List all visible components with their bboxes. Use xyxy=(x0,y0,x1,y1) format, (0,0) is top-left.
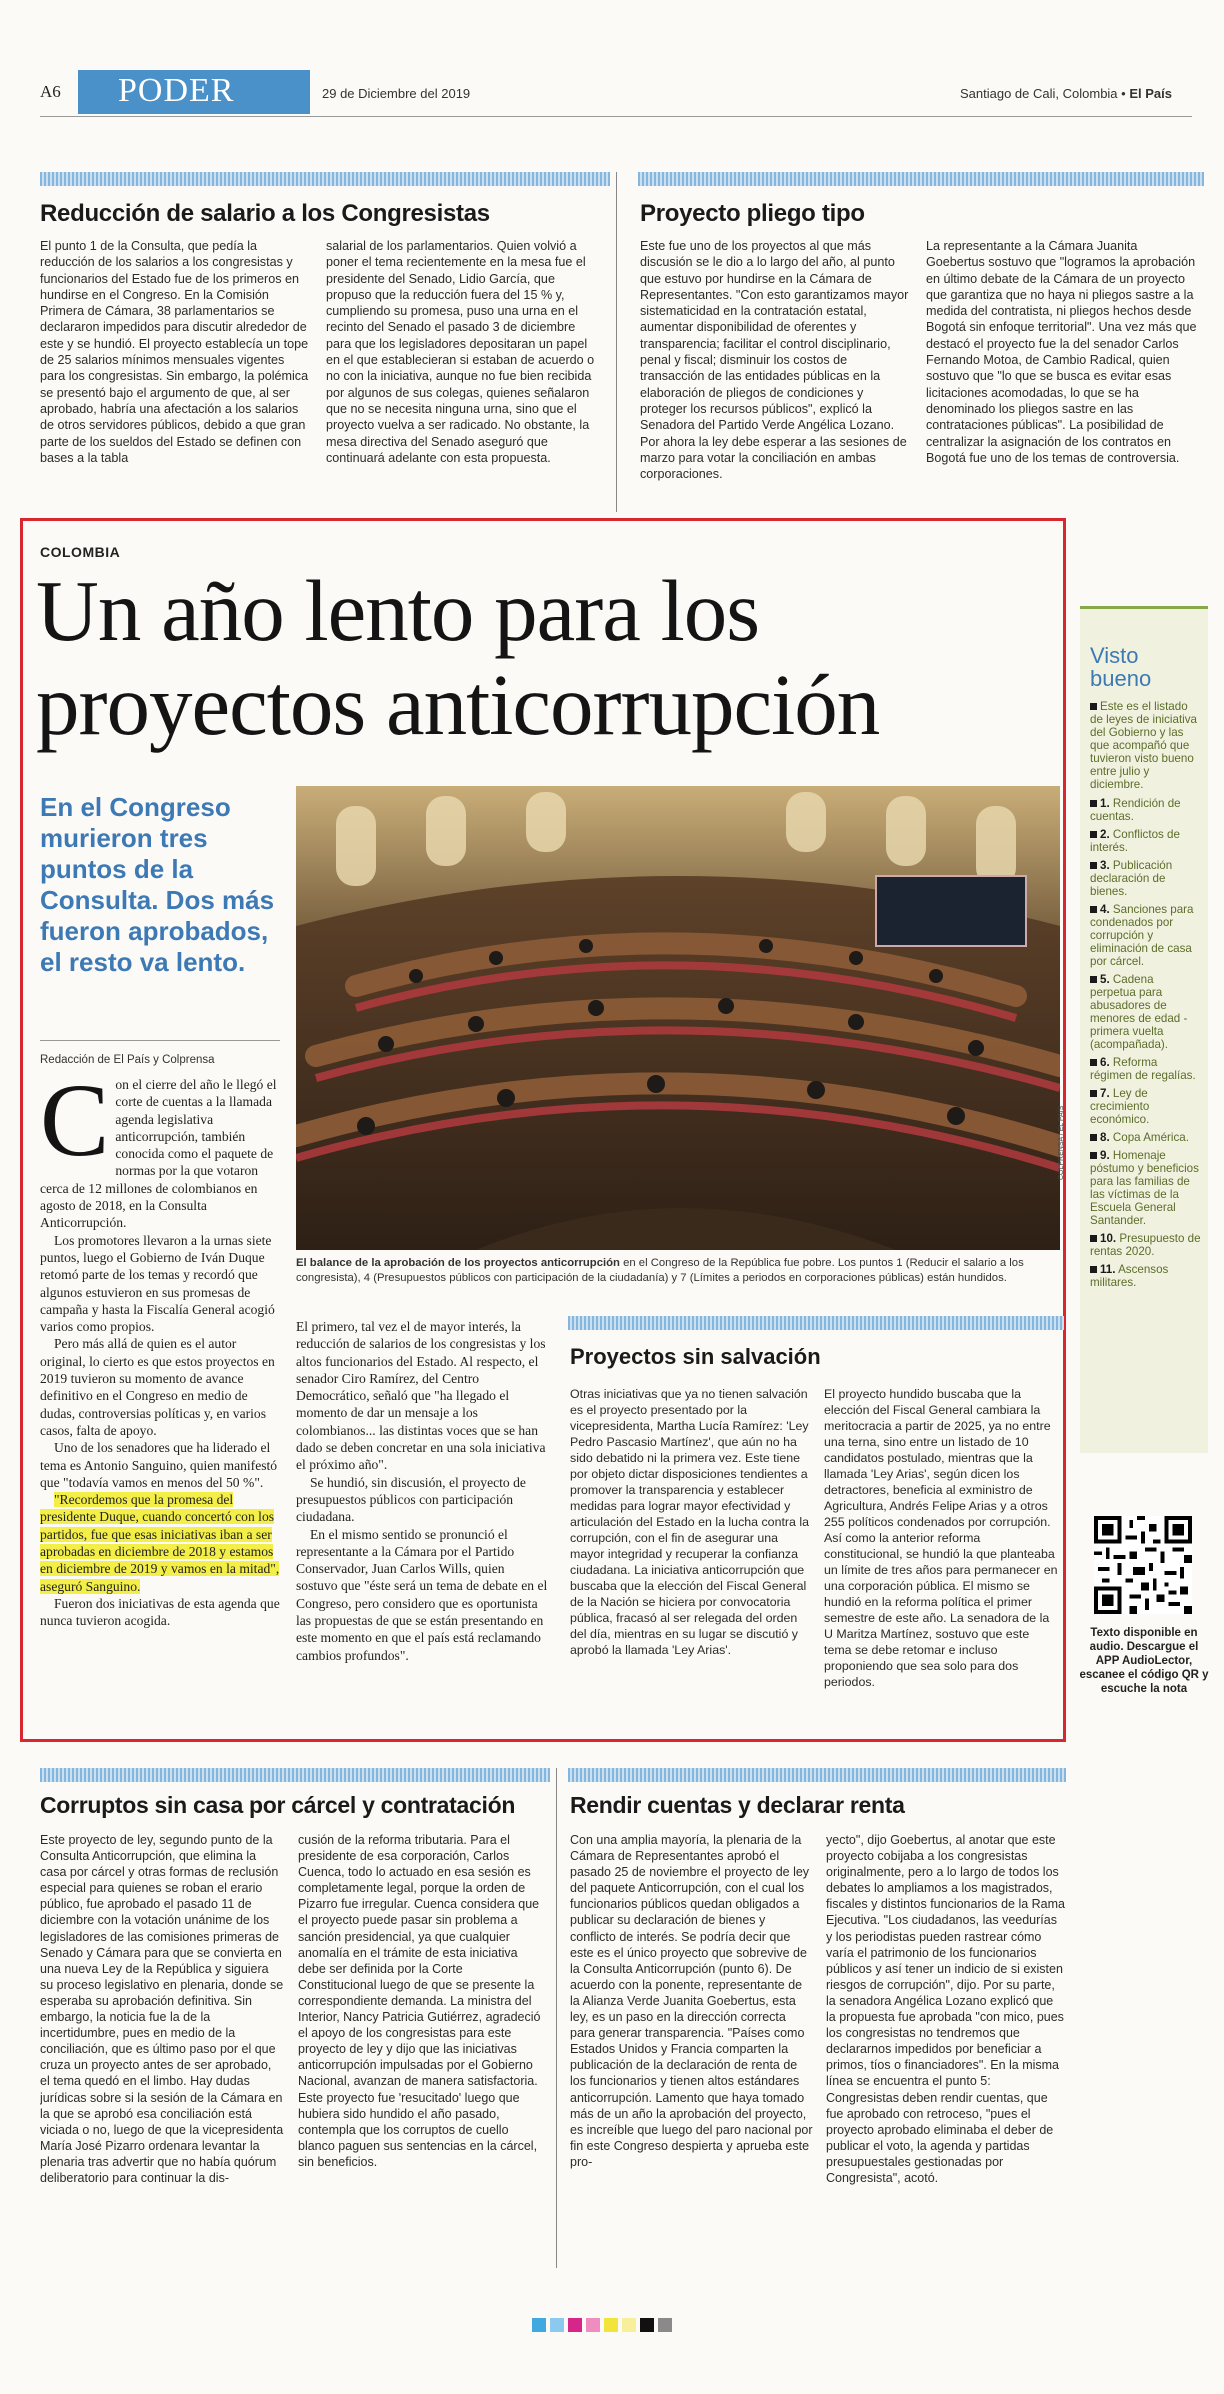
sidebar-item-number: 10. xyxy=(1100,1232,1117,1245)
rendir-title: Rendir cuentas y declarar renta xyxy=(570,1792,905,1818)
paragraph-6: Fueron dos iniciativas de esta agenda que nunca tuvieron acogida. xyxy=(40,1595,280,1629)
headline-line-2: proyectos anticorrupción xyxy=(36,656,880,753)
top-divider xyxy=(616,172,617,512)
pliego-col1: Este fue uno de los proyectos al que más discusión se le dio a lo largo del año, al punto que estuvo por hundirse en la Cámara de Representantes. "Con esto garantizamos mayor sistematicidad en la contratación estatal, aumentar disponibilidad de oferentes y transparencia; facilitar el control disciplinario, penal y fiscal; disminuir los costos de transacción de las entidades públicas en la elaboración de pliegos de condiciones y proteger los recursos públicos", explicó la Senadora del Partido Verde Angélica Lozano. Por ahora la ley debe esperar a las sesiones de marzo para votar la conciliación en ambas corporaciones. xyxy=(640,239,909,482)
photo-credit: COLPRENSA / EL PAÍS xyxy=(1058,1105,1065,1180)
body-col2 xyxy=(296,1318,548,1664)
sidebar-item-number: 9. xyxy=(1100,1149,1110,1162)
sidebar-item xyxy=(1090,1149,1202,1227)
sidebar-item-number: 8. xyxy=(1100,1131,1110,1144)
sidebar-intro: Este es el listado de leyes de iniciativa del Gobierno y las que acompañó que tuvieron visto bueno entre julio y diciembre. xyxy=(1090,700,1197,791)
color-swatch xyxy=(568,2318,582,2332)
sidebar-item-text: Presupuesto de rentas 2020. xyxy=(1090,1232,1201,1258)
sidebar-item-number: 7. xyxy=(1100,1087,1110,1100)
sidebar-item-number: 11. xyxy=(1100,1263,1116,1276)
corruptos-bar xyxy=(40,1768,550,1782)
issue-date: 29 de Diciembre del 2019 xyxy=(322,86,471,101)
salario-col1: El punto 1 de la Consulta, que pedía la reducción de los salarios a los congresistas y funcionarios del Estado fue de los primeros en hundirse en el Congreso. En la Comisión Primera de Cámara, 38 parlamentarios se declararon impedidos para discutir alrededor de este y se hundió. El proyecto establecía un tope de 25 salarios mínimos mensuales vigentes para los congresistas. Sin embargo, la polémica se presentó bajo el argumento de que, al ser aprobado, habría una afectación a los salarios de otros servidores públicos, debido a que gran parte de los sueldos del Estado se definen con bases a la tabla xyxy=(40,239,309,465)
quote-paragraph xyxy=(40,1491,280,1595)
sin-salvacion-title: Proyectos sin salvación xyxy=(570,1344,821,1369)
paragraph-2: Los promotores llevaron a la urnas siete puntos, luego el Gobierno de Iván Duque retomó parte de los temas y recordó que algunos estuvieron en sus promesas de campaña y hasta la Fiscalía General acogió varios como propios. xyxy=(40,1232,275,1335)
sin-salvacion-col1: Otras iniciativas que ya no tienen salvación es el proyecto presentado por la vicepresidenta, Martha Lucía Ramírez: 'Ley Pedro Pascasio Martínez', que aún no ha sido debatido ni la primera vez. Este tiene por objeto dictar disposiciones tendientes a promover la transparencia y establecer medidas para lograr mayor efectividad y articulación del Estado en la lucha contra la corrupción, con el fin de asegurar una mayor integridad y recuperar la confianza ciudadana. La iniciativa anticorrupción que buscaba que la elección del Fiscal General de la Nación se hiciera por convocatoria pública, fracasó al ser relegada del orden del día, mientras en su lugar se discutió y aprobó la llamada 'Ley Arias'. xyxy=(570,1387,810,1657)
sidebar-item xyxy=(1090,1056,1202,1082)
qr-icon xyxy=(1094,1516,1192,1614)
publication-name: El País xyxy=(1129,86,1172,101)
separator-dot: • xyxy=(1121,86,1130,101)
sin-salvacion-bar xyxy=(568,1316,1064,1330)
color-swatch xyxy=(586,2318,600,2332)
sidebar-item-text: Reforma régimen de regalías. xyxy=(1090,1056,1196,1082)
sidebar-item-text: Cadena perpetua para abusadores de menores de edad - primera vuelta (acompañada). xyxy=(1090,973,1188,1051)
salario-title: Reducción de salario a los Congresistas xyxy=(40,200,490,227)
sidebar-item xyxy=(1090,1263,1202,1289)
sidebar-item-text: Ascensos militares. xyxy=(1090,1263,1169,1289)
color-swatch xyxy=(604,2318,618,2332)
sidebar-item xyxy=(1090,1087,1202,1126)
qr-code[interactable] xyxy=(1094,1516,1192,1614)
sidebar-item-number: 1. xyxy=(1100,797,1110,810)
salario-bar xyxy=(40,172,610,186)
location: Santiago de Cali, Colombia xyxy=(960,86,1118,101)
photo-caption xyxy=(296,1256,1060,1285)
sidebar-item-text: Ley de crecimiento económico. xyxy=(1090,1087,1150,1126)
page-number: A6 xyxy=(40,82,61,101)
col2-paragraph-1: El primero, tal vez el de mayor interés, la reducción de salarios de los congresistas y los altos funcionarios del Estado. Al respecto, el senador Ciro Ramírez, del Centro Democrático, señaló que "ha llegado el momento de dar un mensaje a los colombianos... las distintas voces que se han dado se deben concretar en una sola iniciativa el próximo año". xyxy=(296,1319,546,1473)
corruptos-title: Corruptos sin casa por cárcel y contratación xyxy=(40,1792,516,1818)
headline-line-1: Un año lento para los xyxy=(36,562,760,659)
dateline xyxy=(960,86,1172,101)
bottom-divider xyxy=(556,1768,557,2268)
color-registration-bar xyxy=(532,2318,672,2334)
sidebar-item xyxy=(1090,859,1202,898)
qr-caption: Texto disponible en audio. Descargue el APP AudioLector, escanee el código QR y escuche la nota xyxy=(1079,1627,1209,1695)
color-swatch xyxy=(640,2318,654,2332)
header-rule xyxy=(40,116,1192,117)
corruptos-col1: Este proyecto de ley, segundo punto de la Consulta Anticorrupción, que elimina la casa por cárcel y otras formas de reclusión especial para quienes se roban el erario público, fue aprobado el pasado 11 de diciembre con la votación unánime de los legisladores de las comisiones primeras de Senado y Cámara para que se convierta en una nueva Ley de la República y siguiera su proceso legislativo en plenaria, donde se esperaba su aprobación definitiva. Sin embargo, la noticia fue la de la incertidumbre, pues en medio de la conciliación, que es último paso por el que cruza un proyecto antes de ser aprobado, el tema quedó en el limbo. Hay dudas jurídicas sobre si la sesión de la Cámara en la que se aprobó esa conciliación está viciada o no, luego de que la vicepresidenta María José Pizarro ordenara levantar la plenaria tras advertir que no había quórum deliberatorio para continuar la dis- xyxy=(40,1833,284,2185)
color-swatch xyxy=(658,2318,672,2332)
sidebar-item-number: 5. xyxy=(1100,973,1110,986)
deck: En el Congreso murieron tres puntos de la Consulta. Dos más fueron aprobados, el resto va lento. xyxy=(40,792,275,977)
color-swatch xyxy=(532,2318,546,2332)
pliego-title: Proyecto pliego tipo xyxy=(640,200,865,227)
salario-col2: salarial de los parlamentarios. Quien volvió a poner el tema recientemente en la mesa fue el presidente del Senado, Lidio García, que propuso que la reducción fuera del 15 % y, cumpliendo su promesa, puso una urna en el recinto del Senado el pasado 3 de diciembre para que los legisladores depositaran un papel en el que establecieran si estaban de acuerdo o no con la iniciativa, aunque no fue bien recibida por algunos de sus colegas, quienes señalaron que no se necesita ninguna urna, sino que el proyecto vuelva a ser radicado. No obstante, la mesa directiva del Senado aseguró que continuará adelante con esta propuesta. xyxy=(326,239,595,465)
sidebar-item-text: Conflictos de interés. xyxy=(1090,828,1180,854)
sidebar-item-text: Sanciones para condenados por corrupción y eliminación de casa por cárcel. xyxy=(1090,903,1194,968)
intro-paragraph: on el cierre del año le llegó el corte de cuentas a la llamada agenda legislativa anticorrupción, también conocida como el paquete de normas por la que votaron cerca de 12 millones de colombianos en agosto de 2018, en la Consulta Anticorrupción. xyxy=(40,1077,277,1231)
kicker: COLOMBIA xyxy=(40,544,121,560)
dropcap: C xyxy=(40,1076,110,1178)
sidebar-item xyxy=(1090,903,1202,968)
rendir-col2: yecto", dijo Goebertus, al anotar que este proyecto cobijaba a los congresistas originalmente, pero a lo largo de todos los debates lo ampliamos a los magistrados, fiscales y distintos funcionarios de la Rama Ejecutiva. "Los ciudadanos, las veedurías y los periodistas pueden rastrear cómo varía el patrimonio de los funcionarios públicos y así tener un indicio de si existen riesgos de corrupción", dijo. Por su parte, la senadora Angélica Lozano explicó que la propuesta fue aprobada "con mico, pues los congresistas no tendremos que declararnos impedidos por beneficiar a primos, tíos o financiadores". En la misma línea se encuentra el punto 5: Congresistas deben rendir cuentas, que fue aprobado con retroceso, "pues el proyecto aprobado eliminaba el deber de publicar el voto, la agenda y partidas presupuestales gestionadas por Congresista", acotó. xyxy=(826,1833,1066,2185)
sidebar-item-text: Copa América. xyxy=(1112,1131,1189,1144)
congress-photo xyxy=(296,786,1060,1250)
sidebar-item xyxy=(1090,1232,1202,1258)
rendir-bar xyxy=(568,1768,1066,1782)
deck-rule xyxy=(40,1040,280,1041)
paragraph-3: Pero más allá de quien es el autor original, lo cierto es que estos proyectos en 2019 tuvieron su momento de avance definitivo en el Congreso en medio de dudas, controversias políticas y, en varios casos, falta de apoyo. xyxy=(40,1336,275,1438)
caption-bold: El balance de la aprobación de los proyectos anticorrupción xyxy=(296,1257,620,1269)
sidebar-item-number: 2. xyxy=(1100,828,1110,841)
pliego-col2: La representante a la Cámara Juanita Goebertus sostuvo que "logramos la aprobación en último debate de la Cámara de un proyecto que garantiza que no haya ni pliegos sastre a la medida del contratista, ni pliegos hechos desde Bogotá sin enfoque territorial". Una vez más que destacó el proyecto fue la del senador Carlos Fernando Motoa, de Cambio Radical, quien sostuvo que "lo que se busca es evitar esas licitaciones acomodadas, lo que se ha denominado los pliegos sastre en las contrataciones públicas". La posibilidad de centralizar la asignación de los contratos en Bogotá fue uno de los temas de controversia. xyxy=(926,239,1197,465)
sidebar-item-text: Rendición de cuentas. xyxy=(1090,797,1181,823)
sidebar-title: Visto bueno xyxy=(1090,643,1152,691)
pliego-bar xyxy=(638,172,1204,186)
paragraph-4: Uno de los senadores que ha liderado el tema es Antonio Sanguino, quien manifestó que "todavía vamos en menos del 50 %". xyxy=(40,1440,278,1490)
rendir-col1: Con una amplia mayoría, la plenaria de la Cámara de Representantes aprobó el pasado 25 de noviembre el proyecto de ley del paquete Anticorrupción, con el cual los funcionarios públicos quedan obligados a publicar su declaración de bienes y conflicto de interés. Se podría decir que este es el único proyecto que sobrevive de la Consulta Anticorrupción (punto 6). De acuerdo con la ponente, representante de la Alianza Verde Juanita Goebertus, esta ley, es un paso en la dirección correcta para generar transparencia. "Países como Estados Unidos y Francia comparten la publicación de la declaración de renta de los funcionarios y tienen altos estándares anticorrupción. Lamento que haya tomado más de un año la aprobación del proyecto, es increíble que luego del paro nacional por fin este Congreso despierta y aprueba este pro- xyxy=(570,1833,813,2169)
sidebar-item xyxy=(1090,973,1202,1051)
byline: Redacción de El País y Colprensa xyxy=(40,1054,215,1066)
highlighted-quote: "Recordemos que la promesa del presidente Duque, cuando concertó con los partidos, fue que esas iniciativas iban a ser aprobadas en diciembre de 2018 y estamos en diciembre de 2019 y vamos en la mitad", aseguró Sanguino. xyxy=(40,1492,280,1594)
color-swatch xyxy=(622,2318,636,2332)
caption-text: en el Congreso de la República fue pobre. Los puntos 1 (Reducir el salario a los congresista), 4 (Presupuestos públicos con participación de la ciudadanía) y 7 (Límites a periodos en corporaciones públicas) están hundidos. xyxy=(296,1257,1024,1284)
color-swatch xyxy=(550,2318,564,2332)
sidebar-item-number: 4. xyxy=(1100,903,1110,916)
sidebar-item xyxy=(1090,828,1202,854)
sin-salvacion-col2: El proyecto hundido buscaba que la elección del Fiscal General cambiara la meritocracia a partir de 2025, ya no entre una terna, sino entre un listado de 10 candidatos postulado, mientras que la llamada 'Ley Arias', según dicen los detractores, beneficia al exministro de Agricultura, Andrés Felipe Arias y a otros 255 políticos condenados por corrupción. Así como la anterior reforma constitucional, se hundió la que planteaba un límite de tres años para permanecer en una corporación pública. El mismo se hundió en la reforma política el primer semestre de este año. La senadora de la U Maritza Martínez, sostuvo que este tema se debe retomar e incluso proponiendo que sea solo para dos periodos. xyxy=(824,1387,1058,1689)
sidebar-item-text: Publicación declaración de bienes. xyxy=(1090,859,1173,898)
sidebar-item-number: 3. xyxy=(1100,859,1110,872)
chamber-illustration xyxy=(296,786,1060,1250)
col2-paragraph-3: En el mismo sentido se pronunció el representante a la Cámara por el Partido Conservador, Juan Carlos Wills, quien sostuvo que "éste será un tema de debate en el Congreso, pero considero que es oportunista las propuestas de que se están presentando en este momento en que el país está reclamando cambios profundos". xyxy=(296,1526,548,1663)
sidebar-item xyxy=(1090,1131,1202,1144)
sidebar-list xyxy=(1090,700,1202,1294)
body-col1 xyxy=(40,1076,280,1630)
sidebar-item-text: Homenaje póstumo y beneficios para las familias de las víctimas de la Escuela General Santander. xyxy=(1090,1149,1199,1227)
sidebar-item xyxy=(1090,797,1202,823)
col2-paragraph-2: Se hundió, sin discusión, el proyecto de presupuestos públicos con participación ciudadana. xyxy=(296,1474,526,1525)
sidebar-item-number: 6. xyxy=(1100,1056,1110,1069)
corruptos-col2: cusión de la reforma tributaria. Para el presidente de esa corporación, Carlos Cuenca, todo lo actuado en esa sesión es completamente legal, porque la orden de Pizarro fue irregular. Cuenca considera que el proyecto puede pasar sin problema a sanción presidencial, ya que cualquier anomalía en el trámite de esta iniciativa debe ser definida por la Corte Constitucional luego de que se presente la correspondiente demanda. La ministra del Interior, Nancy Patricia Gutiérrez, agradeció el apoyo de los congresistas para este proyecto de ley y dijo que las iniciativas anticorrupción impulsadas por el Gobierno Nacional, avanzan de manera satisfactoria. Este proyecto fue 'resucitado' luego que hubiera sido hundido el año pasado, contempla que los corruptos de cuello blanco paguen sus sentencias en la cárcel, sin beneficios. xyxy=(298,1833,541,2169)
section-label: PODER xyxy=(118,72,235,109)
